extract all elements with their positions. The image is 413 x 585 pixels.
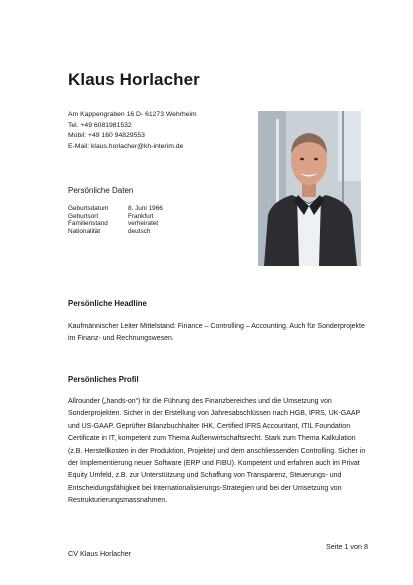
headline-title: Persönliche Headline <box>68 299 147 308</box>
contact-tel: Tel. +49 6081981532 <box>68 121 132 129</box>
personal-label: Geburtsdatum <box>68 205 109 212</box>
contact-address: Am Kappengraben 16 D- 61273 Wehrheim <box>68 111 197 118</box>
personal-data-title: Persönliche Daten <box>68 186 134 195</box>
cv-name: Klaus Horlacher <box>68 70 200 89</box>
headline-text: Kaufmännischer Leiter Mittelstand: Finance – Controlling – Accounting. Auch für Sonderprojekte im Finanz- und Rechnungswesen. <box>68 323 365 343</box>
personal-row <box>68 213 163 221</box>
page-number: Seite 1 von 8 <box>326 542 368 551</box>
profile-text: Allrounder („hands-on“) für die Führung des Finanzbereiches und die Umsetzung von Sonderprojekten. Sicher in der Erstellung von Jahresabschlüssen nach HGB, IFRS, UK-GAAP und US-GAAP. Geprüfter Bilanzbuchhalter IHK, Certified IFRS Accountant, ITIL Foundation Certificate in IT, kompetent zum Thema Außenwirtschaftsrecht. Stark zum Thema Kalkulation (z.B. Herstellkosten in der Produktion, Projekte) und dem anschliessenden Controlling. Sicher in der Implementierung neuer Software (ERP und FIBU). Kompetent und erfahren auch im Privat Equity Umfeld, z.B. zur Unterstützung und Schaffung von Transparenz, Steuerungs- und Entscheidungsfähigkeit bei Internationalisierungs-Strategien und bei der Umsetzung von Restrukturierungsmassnahmen. <box>68 398 366 505</box>
personal-value: verheiratet <box>128 220 159 228</box>
footer-title: CV Klaus Horlacher <box>68 549 132 558</box>
personal-data-table <box>68 205 163 235</box>
portrait-photo <box>258 111 361 266</box>
profile-title: Persönliches Profil <box>68 375 139 384</box>
personal-label: Geburtsort <box>68 212 99 220</box>
personal-value: Frankfurt <box>128 212 154 220</box>
contact-email: E-Mail: klaus.horlacher@kh-interim.de <box>68 142 184 150</box>
personal-row <box>68 205 163 213</box>
personal-row <box>68 228 163 236</box>
personal-label: Familienstand <box>68 220 108 228</box>
personal-label: Nationalität <box>68 227 100 235</box>
personal-value: deutsch <box>128 227 151 235</box>
portrait-illustration <box>258 111 361 266</box>
contact-block <box>68 110 197 152</box>
contact-mobil: Mobil: +49 160 94829553 <box>68 132 145 140</box>
personal-value: 8. Juni 1966 <box>128 205 163 212</box>
personal-row <box>68 220 163 228</box>
